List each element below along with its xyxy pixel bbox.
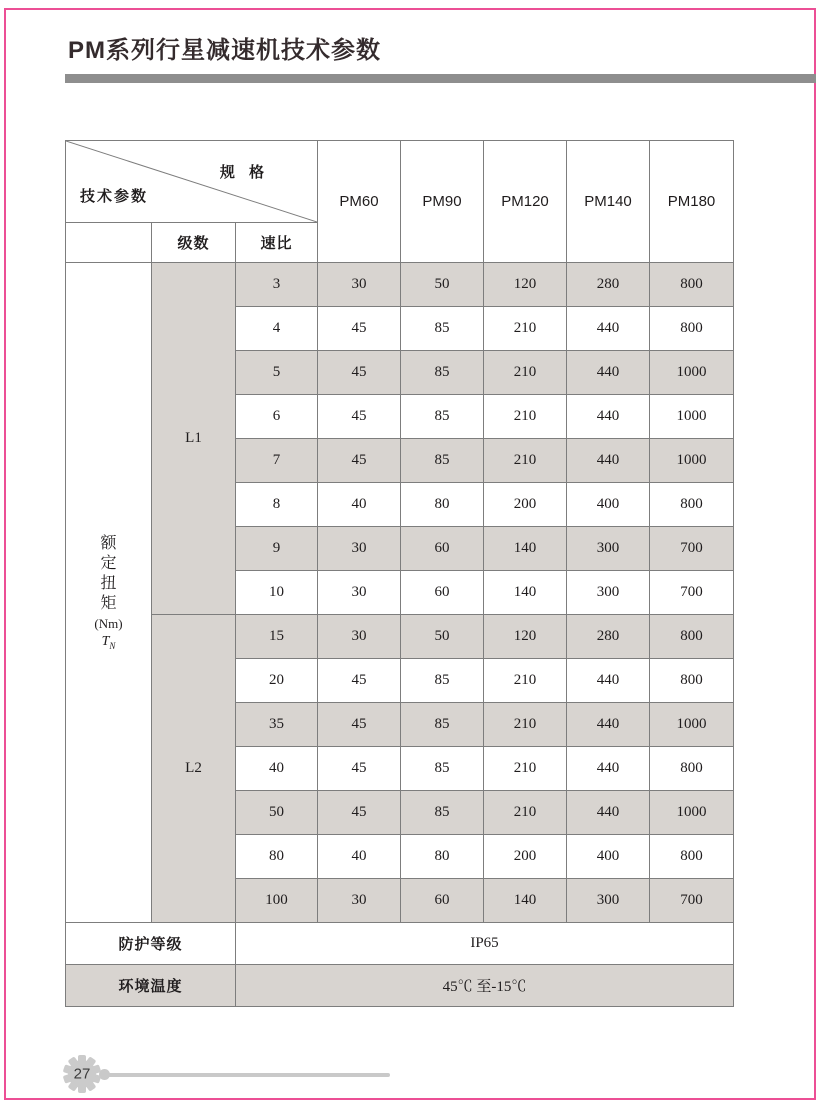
value-cell: 1000 [650,439,734,483]
value-cell: 85 [401,395,484,439]
value-cell: 120 [484,615,567,659]
value-cell: 85 [401,439,484,483]
value-cell: 210 [484,703,567,747]
value-cell: 210 [484,659,567,703]
value-cell: 45 [318,747,401,791]
value-cell: 50 [401,263,484,307]
temperature-value: 45℃ 至-15℃ [236,965,734,1007]
temperature-label: 环境温度 [66,965,236,1007]
ratio-cell: 7 [236,439,318,483]
value-cell: 80 [401,483,484,527]
value-cell: 140 [484,879,567,923]
stage-cell-l1: L1 [152,263,236,615]
table-row [66,615,734,659]
corner-cell [66,141,318,223]
value-cell: 85 [401,703,484,747]
empty-cell [66,223,152,263]
value-cell: 85 [401,351,484,395]
value-cell: 800 [650,747,734,791]
page-title: PM系列行星减速机技术参数 [68,37,381,64]
value-cell: 300 [567,879,650,923]
ratio-cell: 4 [236,307,318,351]
torque-label: 额定扭矩 [100,535,117,613]
value-cell: 210 [484,307,567,351]
diagonal-divider [66,141,317,222]
ratio-cell: 3 [236,263,318,307]
footer-row-temperature [66,965,734,1007]
value-cell: 280 [567,263,650,307]
value-cell: 45 [318,351,401,395]
value-cell: 800 [650,483,734,527]
ratio-cell: 6 [236,395,318,439]
value-cell: 280 [567,615,650,659]
value-cell: 1000 [650,791,734,835]
subheader-ratio: 速比 [236,223,318,263]
gear-icon [61,1053,103,1095]
value-cell: 30 [318,571,401,615]
value-cell: 45 [318,439,401,483]
protection-value: IP65 [236,923,734,965]
table-row [66,263,734,307]
header-row-top [66,141,734,223]
value-cell: 210 [484,747,567,791]
value-cell: 85 [401,659,484,703]
column-header-pm90: PM90 [401,141,484,263]
value-cell: 80 [401,835,484,879]
value-cell: 210 [484,791,567,835]
corner-param-label: 技术参数 [80,188,149,205]
subheader-stage: 级数 [152,223,236,263]
value-cell: 440 [567,659,650,703]
protection-label: 防护等级 [66,923,236,965]
value-cell: 300 [567,527,650,571]
value-cell: 1000 [650,351,734,395]
value-cell: 85 [401,791,484,835]
value-cell: 45 [318,659,401,703]
value-cell: 45 [318,395,401,439]
value-cell: 440 [567,439,650,483]
footer-row-protection [66,923,734,965]
value-cell: 85 [401,307,484,351]
value-cell: 45 [318,703,401,747]
value-cell: 210 [484,439,567,483]
value-cell: 45 [318,791,401,835]
spec-table [65,140,734,1007]
ratio-cell: 100 [236,879,318,923]
value-cell: 800 [650,307,734,351]
value-cell: 120 [484,263,567,307]
value-cell: 800 [650,263,734,307]
value-cell: 60 [401,571,484,615]
value-cell: 440 [567,791,650,835]
value-cell: 700 [650,879,734,923]
value-cell: 440 [567,747,650,791]
value-cell: 140 [484,527,567,571]
value-cell: 30 [318,879,401,923]
ratio-cell: 80 [236,835,318,879]
value-cell: 300 [567,571,650,615]
footer-line [102,1073,390,1077]
value-cell: 400 [567,835,650,879]
ratio-cell: 40 [236,747,318,791]
column-header-pm60: PM60 [318,141,401,263]
value-cell: 200 [484,483,567,527]
value-cell: 700 [650,527,734,571]
value-cell: 800 [650,615,734,659]
value-cell: 45 [318,307,401,351]
value-cell: 50 [401,615,484,659]
value-cell: 400 [567,483,650,527]
value-cell: 140 [484,571,567,615]
ratio-cell: 8 [236,483,318,527]
stage-cell-l2: L2 [152,615,236,923]
value-cell: 210 [484,351,567,395]
torque-unit: (Nm) [94,616,123,632]
title-underline-bar [65,74,816,83]
value-cell: 440 [567,395,650,439]
value-cell: 700 [650,571,734,615]
ratio-cell: 50 [236,791,318,835]
value-cell: 1000 [650,703,734,747]
value-cell: 30 [318,263,401,307]
ratio-cell: 9 [236,527,318,571]
value-cell: 85 [401,747,484,791]
page-number: 27 [73,1065,91,1083]
row-header-rated-torque [66,263,152,923]
value-cell: 30 [318,527,401,571]
value-cell: 30 [318,615,401,659]
value-cell: 40 [318,835,401,879]
value-cell: 800 [650,835,734,879]
column-header-pm140: PM140 [567,141,650,263]
value-cell: 440 [567,703,650,747]
column-header-pm180: PM180 [650,141,734,263]
ratio-cell: 15 [236,615,318,659]
value-cell: 60 [401,527,484,571]
value-cell: 200 [484,835,567,879]
ratio-cell: 20 [236,659,318,703]
value-cell: 440 [567,307,650,351]
value-cell: 440 [567,351,650,395]
torque-symbol: $T_N$ [101,634,116,651]
corner-spec-label: 规 格 [219,164,270,181]
value-cell: 210 [484,395,567,439]
ratio-cell: 35 [236,703,318,747]
value-cell: 40 [318,483,401,527]
ratio-cell: 5 [236,351,318,395]
value-cell: 60 [401,879,484,923]
page-footer [0,1052,820,1102]
value-cell: 1000 [650,395,734,439]
ratio-cell: 10 [236,571,318,615]
column-header-pm120: PM120 [484,141,567,263]
value-cell: 800 [650,659,734,703]
